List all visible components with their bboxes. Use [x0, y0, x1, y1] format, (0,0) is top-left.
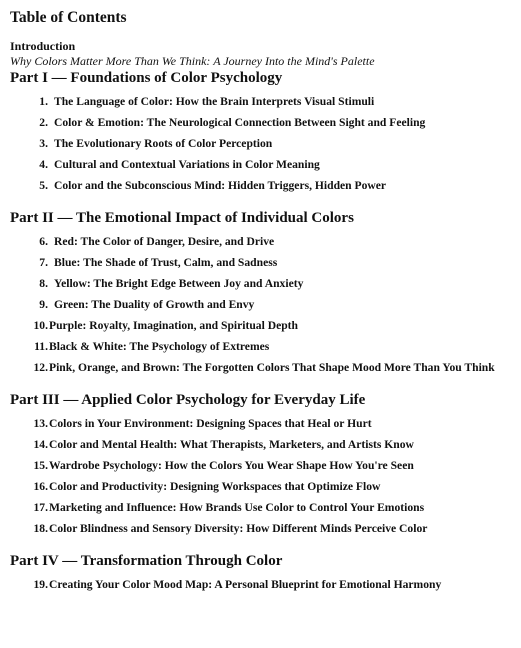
- chapter-number: 3.: [39, 137, 48, 150]
- chapter-number: 17.: [33, 501, 48, 514]
- part-title: Part III — Applied Color Psychology for Everyday Life: [10, 392, 366, 408]
- toc-title: Table of Contents: [10, 9, 127, 26]
- chapter-entry[interactable]: [10, 112, 515, 133]
- chapter-entry[interactable]: [10, 231, 515, 252]
- chapter-entry[interactable]: [10, 133, 515, 154]
- chapter-number: 16.: [33, 480, 48, 493]
- part-title: Part II — The Emotional Impact of Individual Colors: [10, 210, 354, 226]
- chapter-number: 1.: [39, 95, 48, 108]
- chapter-entry[interactable]: [10, 154, 515, 175]
- introduction-section: [10, 39, 515, 69]
- chapter-entry[interactable]: [10, 273, 515, 294]
- chapter-entry[interactable]: [10, 518, 515, 539]
- chapter-entry[interactable]: [10, 91, 515, 112]
- chapter-entry[interactable]: [10, 476, 515, 497]
- chapter-list: [10, 413, 515, 539]
- part-section: [10, 69, 515, 196]
- chapter-title: Marketing and Influence: How Brands Use Color to Control Your Emotions: [49, 501, 425, 514]
- chapter-entry[interactable]: [10, 574, 515, 595]
- table-of-contents: [10, 8, 515, 595]
- chapter-entry[interactable]: [10, 252, 515, 273]
- chapter-number: 15.: [33, 459, 48, 472]
- part-title: Part IV — Transformation Through Color: [10, 553, 283, 569]
- chapter-entry[interactable]: [10, 294, 515, 315]
- chapter-title: The Evolutionary Roots of Color Perception: [54, 137, 273, 150]
- chapter-title: Cultural and Contextual Variations in Color Meaning: [54, 158, 320, 171]
- chapter-number: 6.: [39, 235, 48, 248]
- chapter-title: Green: The Duality of Growth and Envy: [54, 298, 255, 311]
- chapter-number: 14.: [33, 438, 48, 451]
- chapter-title: Colors in Your Environment: Designing Spaces that Heal or Hurt: [49, 417, 372, 430]
- chapter-list: [10, 574, 515, 595]
- introduction-heading: Introduction: [10, 39, 76, 53]
- chapter-number: 13.: [33, 417, 48, 430]
- chapter-title: Color Blindness and Sensory Diversity: How Different Minds Perceive Color: [49, 522, 428, 535]
- chapter-number: 5.: [39, 179, 48, 192]
- chapter-number: 4.: [39, 158, 48, 171]
- chapter-number: 19.: [33, 578, 48, 591]
- chapter-number: 8.: [39, 277, 48, 290]
- chapter-title: Purple: Royalty, Imagination, and Spiritual Depth: [49, 319, 298, 332]
- chapter-entry[interactable]: [10, 357, 515, 378]
- part-section: [10, 552, 515, 595]
- chapter-number: 9.: [39, 298, 48, 311]
- chapter-title: Red: The Color of Danger, Desire, and Drive: [54, 235, 275, 248]
- chapter-number: 10.: [33, 319, 48, 332]
- introduction-subtitle: Why Colors Matter More Than We Think: A Journey Into the Mind's Palette: [10, 54, 375, 68]
- chapter-entry[interactable]: [10, 434, 515, 455]
- parts-container: [10, 69, 515, 595]
- chapter-title: Pink, Orange, and Brown: The Forgotten Colors That Shape Mood More Than You Think: [49, 361, 495, 374]
- chapter-number: 18.: [33, 522, 48, 535]
- chapter-title: Black & White: The Psychology of Extremes: [49, 340, 270, 353]
- chapter-title: Blue: The Shade of Trust, Calm, and Sadness: [54, 256, 278, 269]
- chapter-number: 11.: [34, 340, 48, 353]
- chapter-number: 7.: [39, 256, 48, 269]
- part-section: [10, 391, 515, 539]
- chapter-title: The Language of Color: How the Brain Interprets Visual Stimuli: [54, 95, 375, 108]
- chapter-title: Wardrobe Psychology: How the Colors You Wear Shape How You're Seen: [49, 459, 414, 472]
- chapter-entry[interactable]: [10, 315, 515, 336]
- chapter-entry[interactable]: [10, 497, 515, 518]
- chapter-list: [10, 91, 515, 196]
- chapter-title: Color & Emotion: The Neurological Connection Between Sight and Feeling: [54, 116, 426, 129]
- chapter-list: [10, 231, 515, 378]
- chapter-title: Yellow: The Bright Edge Between Joy and Anxiety: [54, 277, 304, 290]
- chapter-title: Creating Your Color Mood Map: A Personal Blueprint for Emotional Harmony: [49, 578, 442, 591]
- chapter-title: Color and Mental Health: What Therapists, Marketers, and Artists Know: [49, 438, 414, 451]
- chapter-title: Color and the Subconscious Mind: Hidden Triggers, Hidden Power: [54, 179, 387, 192]
- chapter-title: Color and Productivity: Designing Workspaces that Optimize Flow: [49, 480, 381, 493]
- chapter-number: 2.: [39, 116, 48, 129]
- chapter-entry[interactable]: [10, 175, 515, 196]
- chapter-number: 12.: [33, 361, 48, 374]
- part-section: [10, 209, 515, 378]
- part-title: Part I — Foundations of Color Psychology: [10, 70, 283, 86]
- chapter-entry[interactable]: [10, 336, 515, 357]
- chapter-entry[interactable]: [10, 413, 515, 434]
- chapter-entry[interactable]: [10, 455, 515, 476]
